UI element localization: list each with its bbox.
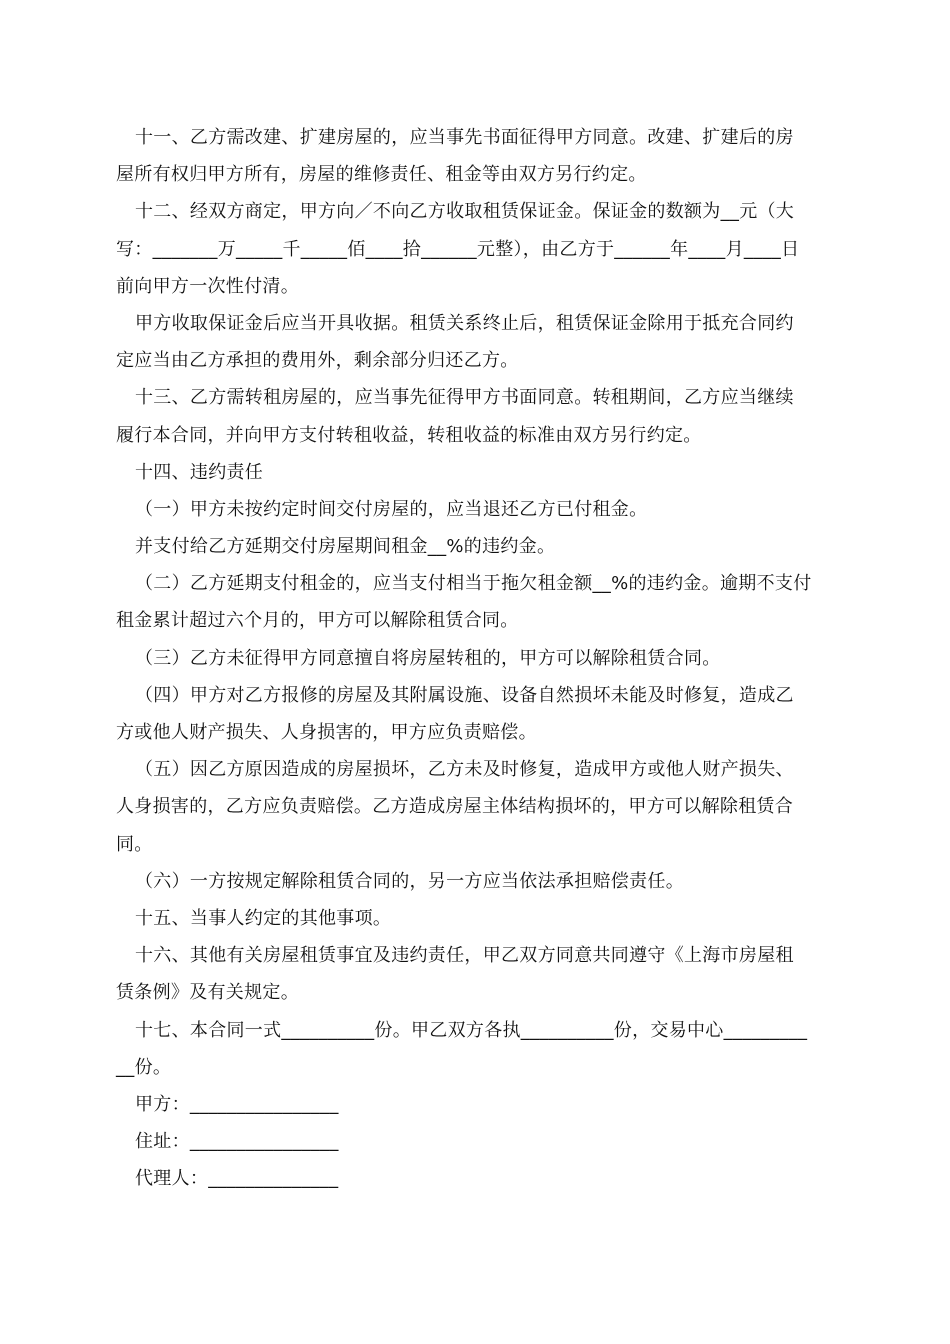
text-line: 甲方收取保证金后应当开具收据。租赁关系终止后，租赁保证金除用于抵充合同约 <box>135 312 794 334</box>
text-line: 前向甲方一次性付清。 <box>116 275 299 297</box>
text-line: 方或他人财产损失、人身损害的，甲方应负责赔偿。 <box>116 722 537 743</box>
text-line: （三）乙方未征得甲方同意擅自将房屋转租的，甲方可以解除租赁合同。 <box>135 647 721 669</box>
text-line: （四）甲方对乙方报修的房屋及其附属设施、设备自然损坏未能及时修复，造成乙 <box>135 684 794 706</box>
text-line: 十五、当事人约定的其他事项。 <box>135 907 392 929</box>
text-line: 十三、乙方需转租房屋的，应当事先征得甲方书面同意。转租期间，乙方应当继续 <box>135 387 794 409</box>
text-line: （一）甲方未按约定时间交付房屋的，应当退还乙方已付租金。 <box>135 498 648 520</box>
text-line: 屋所有权归甲方所有，房屋的维修责任、租金等由双方另行约定。 <box>116 164 647 186</box>
text-line: 定应当由乙方承担的费用外，剩余部分归还乙方。 <box>116 350 519 372</box>
text-line: 同。 <box>116 833 153 855</box>
text-line: 履行本合同，并向甲方支付转租收益，转租收益的标准由双方另行约定。 <box>116 424 702 446</box>
text-line: （六）一方按规定解除租赁合同的，另一方应当依法承担赔偿责任。 <box>135 870 684 892</box>
text-line: 十一、乙方需改建、扩建房屋的，应当事先书面征得甲方同意。改建、扩建后的房 <box>135 127 794 148</box>
text-line: （五）因乙方原因造成的房屋损坏，乙方未及时修复，造成甲方或他人财产损失、 <box>135 759 794 781</box>
text-line: 十二、经双方商定，甲方向／不向乙方收取租赁保证金。保证金的数额为__元（大 <box>135 201 795 223</box>
text-line: 赁条例》及有关规定。 <box>116 982 299 1004</box>
text-line: 人身损害的，乙方应负责赔偿。乙方造成房屋主体结构损坏的，甲方可以解除租赁合 <box>116 796 794 818</box>
text-line: 十六、其他有关房屋租赁事宜及违约责任，甲乙双方同意共同遵守《上海市房屋租 <box>135 945 794 967</box>
party-a-signature-line: 甲方：________________ <box>135 1093 339 1115</box>
signature-block <box>116 1086 836 1198</box>
text-line: （二）乙方延期支付租金的，应当支付相当于拖欠租金额__%的违约金。逾期不支付 <box>135 573 812 595</box>
agent-signature-line: 代理人：______________ <box>135 1168 339 1190</box>
section-heading: 十四、违约责任 <box>135 461 264 483</box>
address-signature-line: 住址：________________ <box>135 1131 339 1153</box>
text-line: 并支付给乙方延期交付房屋期间租金__%的违约金。 <box>135 536 556 558</box>
text-line: 十七、本合同一式__________份。甲乙双方各执__________份，交易中心_________ <box>135 1019 808 1041</box>
contract-body <box>116 119 836 1086</box>
text-line: __份。 <box>116 1056 172 1078</box>
contract-page <box>116 119 836 1197</box>
text-line: 写：_______万_____千_____佰____拾______元整），由乙方于______年____月____日 <box>116 238 800 260</box>
text-line: 租金累计超过六个月的，甲方可以解除租赁合同。 <box>116 610 519 632</box>
